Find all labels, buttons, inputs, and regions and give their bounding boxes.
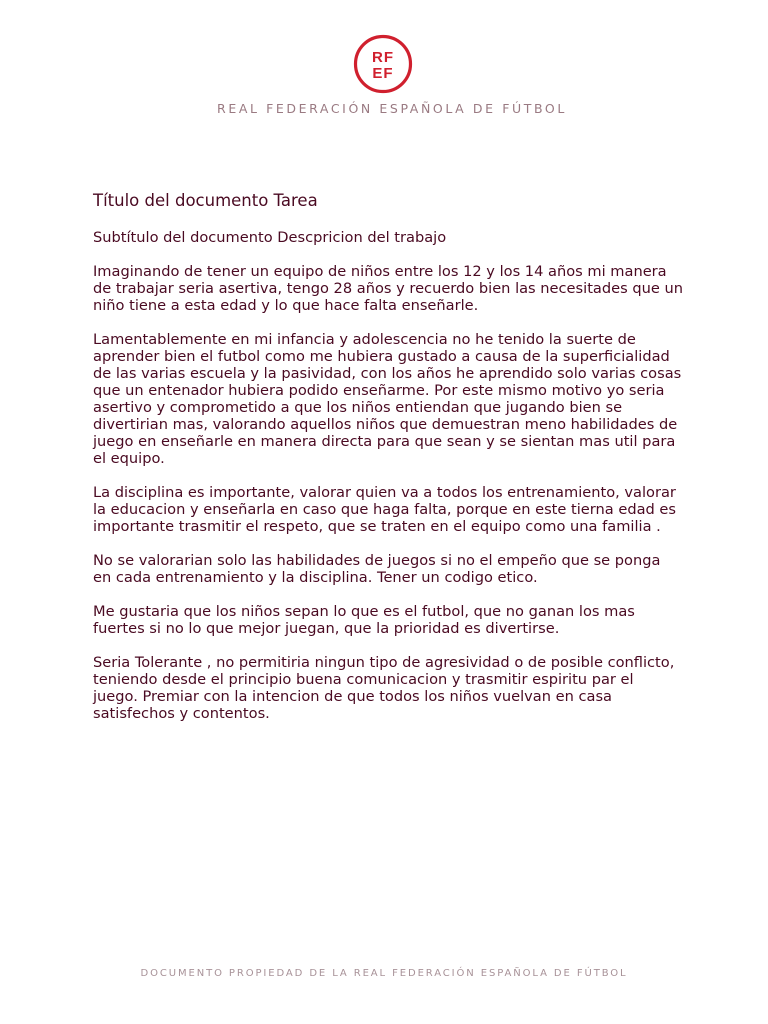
- logo-text-bottom: EF: [372, 65, 394, 82]
- logo-text-top: RF: [372, 49, 394, 66]
- paragraph: La disciplina es importante, valorar quien va a todos los entrenamiento, valorar la educacion y enseñarla en caso que haga falta, porque en este tierna edad es importante trasmitir el respeto, que se traten en el equipo como una familia .: [93, 484, 677, 535]
- document-title: Título del documento Tarea: [93, 191, 318, 210]
- document-subtitle: Subtítulo del documento Descpricion del trabajo: [93, 229, 447, 246]
- paragraph: Seria Tolerante , no permitiria ningun tipo de agresividad o de posible conflicto, teniendo desde el principio buena comunicacion y trasmitir espiritu par el juego. Premiar con la intencion de que todos los niños vuelvan en casa satisfechos y contentos.: [93, 654, 675, 722]
- paragraph: Me gustaria que los niños sepan lo que es el futbol, que no ganan los mas fuertes si no lo que mejor juegan, que la prioridad es divertirse.: [93, 603, 635, 637]
- footer-text: DOCUMENTO PROPIEDAD DE LA REAL FEDERACIÓN ESPAÑOLA DE FÚTBOL: [140, 968, 628, 979]
- paragraph: Lamentablemente en mi infancia y adolescencia no he tenido la suerte de aprender bien el futbol como me hubiera gustado a causa de la superficialidad de las varias escuela y la pasividad, con los años he aprendido solo varias cosas que un entenador hubiera podido enseñarme. Por este mismo motivo yo seria asertivo y comprometido a que los niños entiendan que jugando bien se divertirian mas, valorando aquellos niños que demuestran meno habilidades de juego en enseñarle en manera directa para que sean y se sientan mas util para el equipo.: [93, 331, 682, 467]
- paragraph: Imaginando de tener un equipo de niños entre los 12 y los 14 años mi manera de trabajar seria asertiva, tengo 28 años y recuerdo bien las necesitades que un niño tiene a esta edad y lo que hace falta enseñarle.: [93, 263, 683, 314]
- organization-name: REAL FEDERACIÓN ESPAÑOLA DE FÚTBOL: [217, 101, 567, 113]
- rfef-logo: [353, 34, 413, 94]
- document-body: [93, 190, 683, 739]
- paragraph: No se valorarian solo las habilidades de juegos si no el empeño que se ponga en cada entrenamiento y la disciplina. Tener un codigo etico.: [93, 552, 661, 586]
